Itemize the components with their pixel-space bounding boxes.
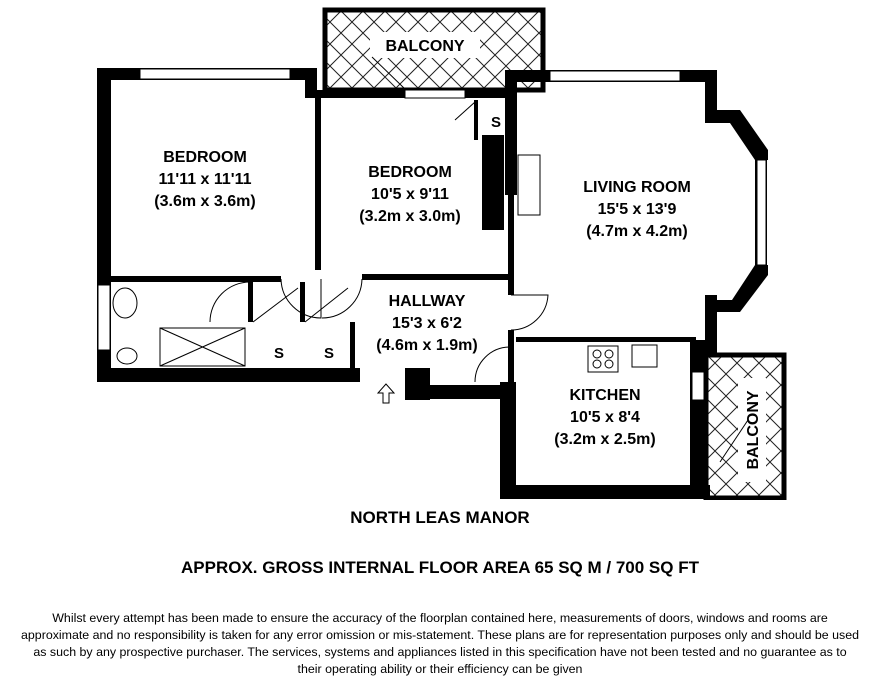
doors [113,57,748,462]
bedroom2-imperial: 10'5 x 9'11 [371,186,449,203]
disclaimer: Whilst every attempt has been made to ensure the accuracy of the floorplan contained here, measurements of doors, windows and rooms are approximate and no responsibility is taken for any error omission or mis-statement. These plans are for representation purposes only and should be used as such by any prospective purchaser. The services, systems and appliances listed in this specification have not been tested and no guarantee as to their operating ability or their efficiency can be given [21,611,859,676]
bedroom2-metric: (3.2m x 3.0m) [359,208,461,225]
balcony-top-label: BALCONY [385,38,465,55]
storage-label: S [323,345,335,362]
living-imperial: 15'5 x 13'9 [597,201,677,218]
floor-area: APPROX. GROSS INTERNAL FLOOR AREA 65 SQ M / 700 SQ FT [181,558,699,577]
hallway-metric: (4.6m x 1.9m) [376,337,478,354]
bedroom1-label: BEDROOM [163,149,247,166]
balcony-right-label: BALCONY [745,390,762,470]
hallway-imperial: 15'3 x 6'2 [392,315,462,332]
bedroom1-imperial: 11'11 x 11'11 [158,171,252,188]
entrance-arrow-icon [378,384,394,403]
living-label: LIVING ROOM [583,179,691,196]
bedroom1-metric: (3.6m x 3.6m) [154,193,256,210]
kitchen-imperial: 10'5 x 8'4 [570,409,640,426]
walls [97,68,768,499]
hallway-label: HALLWAY [388,293,466,310]
storage-label: S [490,114,502,131]
kitchen-metric: (3.2m x 2.5m) [554,431,656,448]
storage-label: S [273,345,285,362]
bedroom2-label: BEDROOM [368,164,452,181]
property-title: NORTH LEAS MANOR [350,508,530,527]
living-metric: (4.7m x 4.2m) [586,223,688,240]
kitchen-label: KITCHEN [569,387,641,404]
